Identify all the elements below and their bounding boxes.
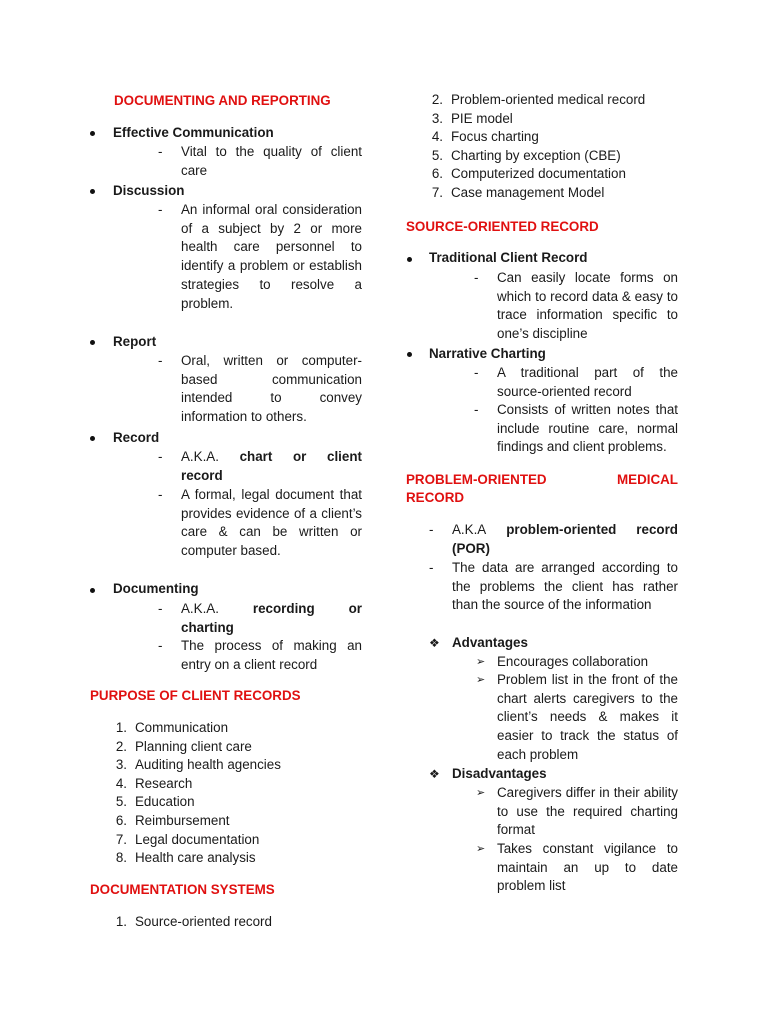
dash-marker: - xyxy=(158,449,163,464)
list-item: 8. Health care analysis xyxy=(115,850,256,866)
advantage-item: Encourages collaboration xyxy=(497,654,649,669)
pomr-aka-bold-a: problem-oriented xyxy=(506,522,617,537)
effective-communication-desc: Vital to the quality of client care xyxy=(181,144,362,178)
arrow-bullet-icon: ➢ xyxy=(476,787,486,799)
pomr-aka xyxy=(452,521,678,558)
dash-marker: - xyxy=(474,365,479,380)
narrative-desc-1: A traditional part of the source-oriented record xyxy=(497,365,678,399)
traditional-record-title: Traditional Client Record xyxy=(429,250,588,265)
list-item: 6. Reimbursement xyxy=(115,812,230,828)
list-item: 1. Source-oriented record xyxy=(115,914,272,929)
record-aka-or: or xyxy=(292,449,307,464)
list-item: 3. PIE model xyxy=(431,110,513,126)
arrow-bullet-icon: ➢ xyxy=(476,674,486,686)
effective-communication-title: Effective Communication xyxy=(113,125,274,140)
documenting-aka-or: or xyxy=(348,601,362,616)
discussion-title: Discussion xyxy=(113,183,185,198)
pomr-desc: The data are arranged according to the problems the client has rather than the source of the information xyxy=(452,560,678,613)
purpose-heading: PURPOSE OF CLIENT RECORDS xyxy=(90,688,301,703)
purpose-list xyxy=(105,719,281,868)
documenting-aka-prefix: A.K.A. xyxy=(181,601,219,616)
list-item: 2. Planning client care xyxy=(115,738,252,754)
traditional-record-desc: Can easily locate forms on which to record data & easy to trace information specific to one’s discipline xyxy=(497,270,678,342)
diamond-bullet-icon: ❖ xyxy=(429,767,440,781)
list-item: 7. Legal documentation xyxy=(115,831,260,847)
bullet-dot xyxy=(90,131,95,136)
advantage-item: Problem list in the front of the chart alerts caregivers to the client’s needs & makes it easier to track the status of each problem xyxy=(497,672,678,762)
bullet-dot xyxy=(407,257,412,262)
documenting-aka-recording: recording xyxy=(252,601,315,616)
list-item: 4. Focus charting xyxy=(431,129,539,145)
narrative-charting-title: Narrative Charting xyxy=(429,346,546,361)
dash-marker: - xyxy=(474,402,479,417)
dash-marker: - xyxy=(158,601,163,616)
record-aka-prefix: A.K.A. xyxy=(181,449,219,464)
narrative-desc-2: Consists of written notes that include routine care, normal findings and client problems. xyxy=(497,402,678,455)
pomr-aka-bold-b: record xyxy=(636,522,678,537)
dash-marker: - xyxy=(158,202,163,217)
list-item: 7. Case management Model xyxy=(431,184,605,200)
disadvantage-item: Takes constant vigilance to maintain an up to date problem list xyxy=(497,841,678,894)
documenting-aka-charting: charting xyxy=(181,619,234,635)
list-item: 5. Education xyxy=(115,794,195,810)
record-aka xyxy=(181,448,362,485)
pomr-heading-line1: PROBLEM-ORIENTED MEDICAL xyxy=(406,472,678,487)
systems-list-start xyxy=(105,913,272,932)
bullet-dot xyxy=(90,340,95,345)
pomr-aka-bold-c: (POR) xyxy=(452,540,490,556)
advantages-title: Advantages xyxy=(452,635,528,650)
report-title: Report xyxy=(113,334,157,349)
systems-list-continued xyxy=(421,91,645,203)
source-oriented-heading: SOURCE-ORIENTED RECORD xyxy=(406,219,599,234)
record-title: Record xyxy=(113,430,160,445)
disadvantages-title: Disadvantages xyxy=(452,766,547,781)
list-item: 5. Charting by exception (CBE) xyxy=(431,147,621,163)
dash-marker: - xyxy=(474,270,479,285)
dash-marker: - xyxy=(158,638,163,653)
title-documenting-and-reporting: DOCUMENTING AND REPORTING xyxy=(114,93,331,108)
dash-marker: - xyxy=(158,487,163,502)
list-item: 6. Computerized documentation xyxy=(431,166,626,182)
documenting-aka xyxy=(181,600,362,637)
list-item: 2. Problem-oriented medical record xyxy=(431,92,646,107)
list-item: 3. Auditing health agencies xyxy=(115,757,281,773)
dash-marker: - xyxy=(158,353,163,368)
bullet-dot xyxy=(90,189,95,194)
diamond-bullet-icon: ❖ xyxy=(429,636,440,650)
documenting-desc: The process of making an entry on a client record xyxy=(181,638,362,672)
documentation-systems-heading: DOCUMENTATION SYSTEMS xyxy=(90,882,275,897)
pomr-aka-prefix: A.K.A xyxy=(452,522,487,537)
dash-marker: - xyxy=(429,522,434,537)
list-item: 1. Communication xyxy=(115,720,229,735)
record-aka-chart: chart xyxy=(239,449,273,464)
documenting-title: Documenting xyxy=(113,581,199,596)
bullet-dot xyxy=(407,352,412,357)
bullet-dot xyxy=(90,436,95,441)
arrow-bullet-icon: ➢ xyxy=(476,843,486,855)
discussion-desc: An informal oral consideration of a subject by 2 or more health care personnel to identify a problem or establish strategies to resolve a problem. xyxy=(181,202,362,311)
report-desc: Oral, written or computer-based communication intended to convey information to others. xyxy=(181,353,362,425)
record-desc: A formal, legal document that provides evidence of a client’s care & can be written or computer based. xyxy=(181,487,362,559)
bullet-dot xyxy=(90,588,95,593)
record-aka-client: client xyxy=(327,449,362,464)
list-item: 4. Research xyxy=(115,775,193,791)
disadvantage-item: Caregivers differ in their ability to use the required charting format xyxy=(497,785,678,838)
dash-marker: - xyxy=(158,144,163,159)
arrow-bullet-icon: ➢ xyxy=(476,656,486,668)
dash-marker: - xyxy=(429,560,434,575)
record-aka-record: record xyxy=(181,467,223,483)
pomr-heading-line2: RECORD xyxy=(406,490,465,505)
